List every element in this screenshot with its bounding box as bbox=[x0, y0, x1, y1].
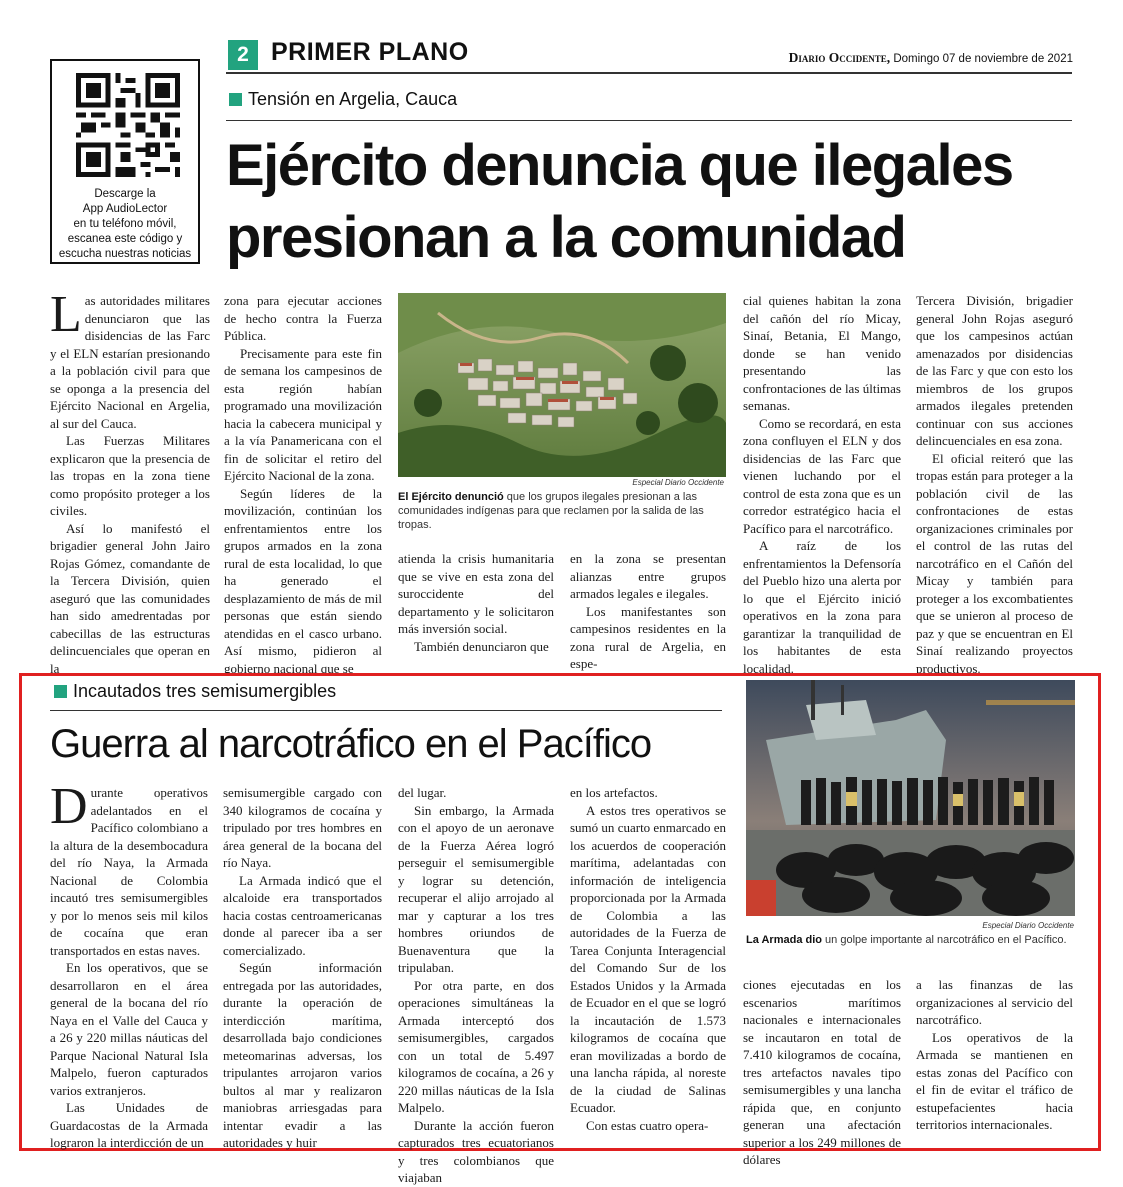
article1-drop-cap: L bbox=[50, 286, 82, 343]
paragraph: Las Unidades de Guardacostas de la Armada lograron la interdicción de un bbox=[50, 1100, 208, 1150]
paragraph: Según líderes de la movilización, continúan los enfrentamientos entre los grupos armados en la zona rural de esta localidad, lo que ha generado el desplazamiento de más de mil personas que están siendo atendidas en el casco urbano. Así mismo, pidieron al gobierno nacional que se bbox=[224, 485, 382, 676]
article2-drop-cap: D bbox=[50, 778, 88, 835]
paragraph: Precisamente para este fin de semana los campesinos de esta región habían programado una movilización hacia la cabecera municipal y a la vía Panamericana con el fin de solicitar el retiro del Ejército Nacional de la zona. bbox=[224, 345, 382, 483]
paragraph: ciones ejecutadas en los escenarios marítimos nacionales e internacionales se incautaron en total de 7.410 kilogramos de cocaína, tres artefactos navales tipo semisumergibles y una lancha rápida que, en conjunto generan una afectación superior a los 249 millones de dólares bbox=[743, 977, 901, 1167]
article2-column-6 bbox=[916, 976, 1073, 1134]
article2-headline: Guerra al narcotráfico en el Pacífico bbox=[50, 722, 652, 766]
header-rule bbox=[226, 72, 1072, 74]
article2-column-3 bbox=[398, 784, 554, 1187]
article2-photo bbox=[746, 680, 1075, 916]
paragraph: Sin embargo, la Armada con el apoyo de un aeronave de la Fuerza Aérea logró perseguir el semisumergible y lograr su detención, recuperar el alijo arrojado al mar y capturar a los tres hombres oriundos de Buenaventura que la tripulaban. bbox=[398, 802, 554, 975]
page-number: 2 bbox=[228, 40, 258, 70]
paragraph: a las finanzas de las organizaciones al servicio del narcotráfico. bbox=[916, 977, 1073, 1027]
paragraph: En los operativos, que se desarrollaron en el área general de la bocana del río Naya en el Valle del Cauca y a 26 y 220 millas náuticas del Parque Nacional Natural Isla Malpelo, fueron capturados varios extranjeros. bbox=[50, 960, 208, 1098]
article1-column-1 bbox=[50, 286, 210, 677]
paragraph: zona para ejecutar acciones de hecho contra la Fuerza Pública. bbox=[224, 293, 382, 343]
issue-date: Domingo 07 de noviembre de 2021 bbox=[890, 53, 1073, 65]
paper-name: Diario Occidente, bbox=[788, 50, 891, 65]
paragraph: A estos tres operativos se sumó un cuarto enmarcado en los acuerdos de cooperación marítima, adelantadas con información de inteligencia proporcionada por la Armada de Colombia a las autoridades de la Fuerza de Tarea Conjunta Interagencial del Comando Sur de los Estados Unidos y la Armada de Ecuador en el que se logró la incautación de 1.573 kilogramos de cocaína que eran movilizadas a bordo de una lancha rápida, al noreste de la ciudad de Salinas Ecuador. bbox=[570, 802, 726, 1115]
paragraph: en la zona se presentan alianzas entre grupos armados legales e ilegales. bbox=[570, 551, 726, 601]
article1-kicker-text: Tensión en Argelia, Cauca bbox=[248, 89, 458, 109]
article1-kicker-rule bbox=[226, 120, 1072, 121]
paragraph: semisumergible cargado con 340 kilogramos de cocaína y tripulado por tres hombres en área general de la bocana del río Naya. bbox=[223, 785, 382, 870]
green-square-icon bbox=[54, 685, 67, 698]
article1-caption bbox=[398, 490, 726, 532]
paragraph: Según información entregada por las autoridades, durante la operación de interdicción marítima, desarrollada bajo condiciones meteomarinas adversas, los tripulantes arrojaron varios bultos al mar y realizaron maniobras arriesgadas para intentar evadir a las autoridades y huir bbox=[223, 960, 382, 1150]
paragraph: Como se recordará, en esta zona confluyen el ELN y dos disidencias de las Farc que vienen luchando por el control de esta zona que es un corredor estratégico hacia el Pacífico para el narcotráfico. bbox=[743, 415, 901, 536]
article2-column-2 bbox=[223, 784, 382, 1152]
paragraph: Las Fuerzas Militares explicaron que la presencia de las tropas en la zona tiene como propósito proteger a los civiles. bbox=[50, 433, 210, 518]
paragraph: Los manifestantes son campesinos residentes en la zona rural de Argelia, en espe- bbox=[570, 603, 726, 671]
article1-column-3 bbox=[398, 550, 554, 655]
article2-kicker-text: Incautados tres semisumergibles bbox=[73, 681, 337, 701]
article2-kicker bbox=[54, 681, 336, 702]
article2-column-5 bbox=[743, 976, 901, 1169]
paragraph: La Armada indicó que el alcaloide era transportados hacia costas centroamericanas donde al parecer iba a ser comercializado. bbox=[223, 872, 382, 958]
article1-caption-text: que los grupos ilegales presionan a las comunidades indígenas para que reclamen por la salida de las tropas. bbox=[398, 491, 704, 531]
paragraph: A raíz de los enfrentamientos la Defensoría del Pueblo hizo una alerta por lo que el Ejército inició operativos en la zona para garantizar la tranquilidad de los habitantes de esta localidad. bbox=[743, 538, 901, 676]
paragraph: Tercera División, brigadier general John Rojas aseguró que los campesinos actúan amenazados por disidencias de las Farc y que con esto los miembros de los grupos armados ilegales pretenden continuar con sus acciones delincuenciales en esa zona. bbox=[916, 293, 1073, 448]
article1-column-6 bbox=[916, 292, 1073, 677]
paragraph: Los operativos de la Armada se mantienen en estas zonas del Pacífico con el fin de evitar el tráfico de estupefacientes hacia territorios internacionales. bbox=[916, 1029, 1073, 1132]
article1-column-5 bbox=[743, 292, 901, 695]
qr-promo-text: Descarge la App AudioLector en tu teléfono móvil, escanea este código y escucha nuestras noticias bbox=[58, 188, 192, 260]
article2-caption-text: un golpe importante al narcotráfico en el Pacífico. bbox=[822, 934, 1067, 946]
qr-code[interactable] bbox=[76, 73, 180, 177]
paragraph: as autoridades militares denunciaron que las disidencias de las Farc y el ELN estarían presionando a la población civil para que se oponga a la presencia del Ejército Nacional en Argelia, al sur del Cauca. bbox=[50, 293, 210, 431]
article2-caption bbox=[746, 933, 1075, 947]
paragraph: Por otra parte, en dos operaciones simultáneas la Armada interceptó dos semisumergibles, cargados con un total de 5.497 kilogramos de cocaína, a 26 y 220 millas náuticas de la Isla Malpelo. bbox=[398, 977, 554, 1115]
article2-column-1 bbox=[50, 778, 208, 1152]
article1-column-2 bbox=[224, 292, 382, 677]
article1-kicker bbox=[229, 89, 457, 110]
paragraph: cial quienes habitan la zona del cañón del río Micay, Sinaí, Betania, El Mango, donde se han venido presentando las confrontaciones de las últimas semanas. bbox=[743, 293, 901, 413]
section-title: PRIMER PLANO bbox=[271, 38, 469, 66]
article2-column-4 bbox=[570, 784, 726, 1134]
masthead bbox=[789, 50, 1073, 66]
paragraph: Con estas cuatro opera- bbox=[586, 1117, 709, 1133]
article1-caption-lead: El Ejército denunció bbox=[398, 491, 504, 503]
paragraph: en los artefactos. bbox=[570, 785, 658, 800]
article2-caption-lead: La Armada dio bbox=[746, 934, 822, 946]
paragraph: urante operativos adelantados en el Pacífico colombiano a la altura de la desembocadura del río Naya, la Armada Nacional de Colombia incautó tres semisumergibles y por lo menos seis mil kilos de cocaína que eran transportados en estas naves. bbox=[50, 785, 208, 958]
green-square-icon bbox=[229, 93, 242, 106]
article2-kicker-rule bbox=[50, 710, 722, 711]
article1-photo-credit: Especial Diario Occidente bbox=[632, 478, 724, 487]
article1-column-4 bbox=[570, 550, 726, 673]
paragraph: atienda la crisis humanitaria que se vive en esta zona del suroccidente del departamento y le solicitaron más inversión social. bbox=[398, 551, 554, 636]
paragraph: del lugar. bbox=[398, 785, 447, 800]
article1-headline: Ejército denuncia que ilegales presionan a la comunidad bbox=[226, 133, 1013, 270]
article1-photo bbox=[398, 293, 726, 477]
qr-promo-box bbox=[50, 59, 200, 264]
paragraph: Así lo manifestó el brigadier general John Jairo Rojas Gómez, comandante de la Tercera División, quien aseguró que las comunidades han sido amedrentadas por cabecillas de las estructuras delincuenciales que operan en la bbox=[50, 520, 210, 676]
paragraph: El oficial reiteró que las tropas están para proteger a la población civil de las confrontaciones de estas organizaciones criminales por el control de las rutas del narcotráfico en el Cañón del Micay y también para proteger a los excombatientes que se unieron al proceso de paz y que se encuentran en El Sinaí realizando proyectos productivos. bbox=[916, 450, 1073, 676]
paragraph: Durante la acción fueron capturados tres ecuatorianos y tres colombianos que viajaban bbox=[398, 1117, 554, 1185]
paragraph: También denunciaron que bbox=[414, 638, 549, 654]
article2-photo-credit: Especial Diario Occidente bbox=[982, 921, 1074, 930]
